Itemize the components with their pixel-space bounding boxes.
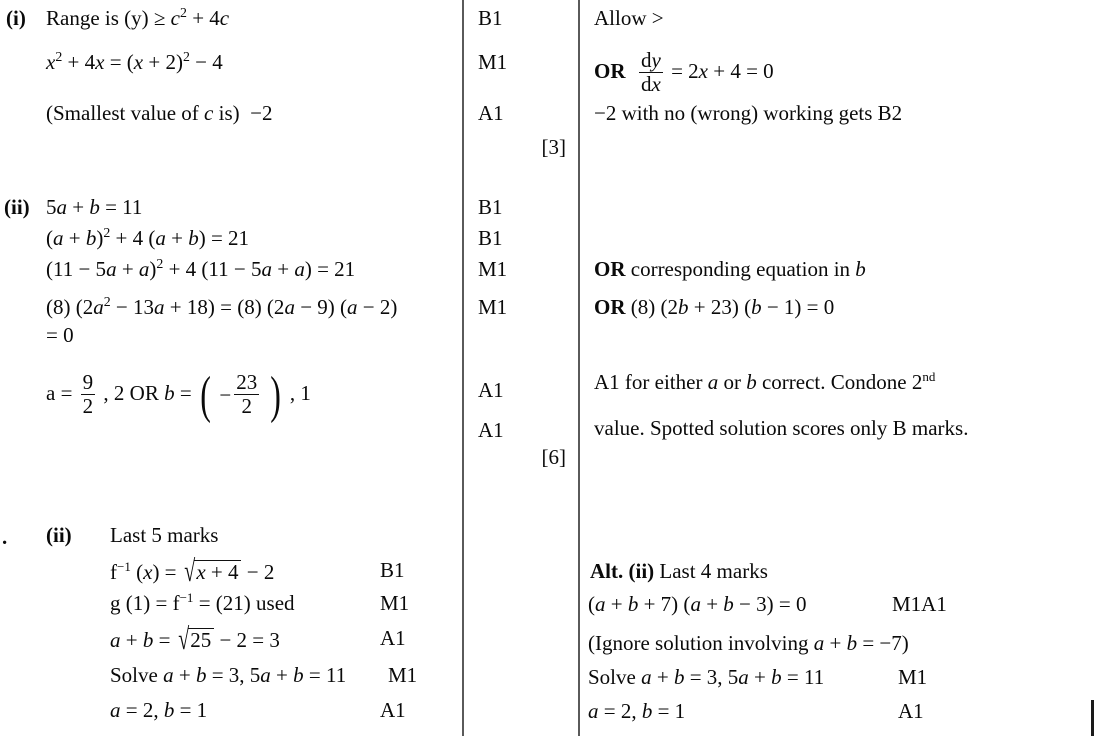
or-keyword-ii-2: OR <box>594 295 626 319</box>
mark-ii-2: B1 <box>478 226 503 250</box>
page-edge-mark <box>1091 700 1094 736</box>
answer-line-last-3: a + b = √25 − 2 = 3 <box>110 621 280 657</box>
inline-mark-alt-1: M1A1 <box>892 592 947 616</box>
answer-line-last-1: $f^{-1}$ (x) = √x + 4 − 2 <box>110 553 275 589</box>
note-i-2: OR $\frac{dy}{dx}$ = 2x + 4 = 0 <box>594 48 774 96</box>
inline-mark-alt-3: M1 <box>898 665 928 689</box>
total-marks-ii: [6] <box>541 445 566 469</box>
inline-mark-last-5: A1 <box>380 698 406 722</box>
mark-ii-3: M1 <box>478 257 508 281</box>
note-ii-1: OR corresponding equation in b <box>594 257 866 281</box>
mark-i-1: B1 <box>478 6 503 30</box>
answer-line-ii-3: $(11 - 5a + a)^2 + 4$ (11 − 5a + a) = 21 <box>46 256 356 281</box>
inline-mark-last-2: M1 <box>380 591 410 615</box>
answer-line-i-3: (Smallest value of c is) −2 <box>46 101 273 125</box>
part-label-ii-last: (ii) <box>46 523 72 547</box>
answer-line-ii-1: 5a + b = 11 <box>46 195 143 219</box>
mark-ii-6: A1 <box>478 418 504 442</box>
alt-line-2: (Ignore solution involving a + b = −7) <box>588 631 909 655</box>
answer-line-i-2: $x^2 + 4x = (x + 2)^2 - 4$ <box>46 49 223 74</box>
column-divider-left <box>462 0 464 736</box>
answer-line-ii-6: a = $\frac{9}{2}$ , 2 OR b = ( − $\frac{23}{2}$ ) , 1 <box>46 367 311 425</box>
sqrt-25: √25 <box>176 628 215 651</box>
column-divider-right <box>578 0 580 736</box>
part-label-ii: (ii) <box>4 195 30 219</box>
mark-ii-1: B1 <box>478 195 503 219</box>
inline-mark-last-3: A1 <box>380 626 406 650</box>
part-label-i: (i) <box>6 6 26 30</box>
note-i-3: −2 with no (wrong) working gets B2 <box>594 101 903 125</box>
answer-line-ii-4: (8) $(2a^2 - 13a + 18) = (8) (2a - 9) (a - 2)$ <box>46 294 398 319</box>
mark-ii-5: A1 <box>478 378 504 402</box>
inline-mark-alt-4: A1 <box>898 699 924 723</box>
answer-line-ii-2: $(a + b)^2 + 4$ (a + b) = 21 <box>46 225 250 250</box>
alt-line-1: (a + b + 7) (a + b − 3) = 0 <box>588 592 807 616</box>
question-number-marker: . <box>2 525 8 549</box>
sqrt-x-plus-4: √x + 4 <box>182 560 242 583</box>
fraction-twentythree-halves: $\frac{23}{2}$ <box>236 370 258 418</box>
note-i-1: Allow > <box>594 6 664 30</box>
note-ii-2: OR (8) (2b + 23) (b − 1) = 0 <box>594 295 835 319</box>
answer-line-ii-5: = 0 <box>46 323 74 347</box>
alt-heading-text: Last 4 marks <box>659 559 768 583</box>
alt-prefix: Alt. (ii) <box>590 559 655 583</box>
total-marks-i: [3] <box>541 135 566 159</box>
fraction-nine-halves: $\frac{9}{2}$ <box>82 370 94 418</box>
mark-ii-4: M1 <box>478 295 508 319</box>
alt-heading <box>590 561 768 582</box>
mark-i-3: A1 <box>478 101 504 125</box>
answer-line-i-1: Range is $(y) \ge c^2 + 4c$ <box>46 5 230 30</box>
note-ii-4: value. Spotted solution scores only B marks. <box>594 416 969 440</box>
answer-line-last-5: a = 2, b = 1 <box>110 698 208 722</box>
alt-line-4: a = 2, b = 1 <box>588 699 686 723</box>
alt-line-3: Solve a + b = 3, 5a + b = 11 <box>588 665 825 689</box>
or-keyword-ii-1: OR <box>594 257 626 281</box>
note-ii-3: A1 for either a or b correct. Condone 2nd <box>594 369 936 394</box>
derivative-fraction: $\frac{dy}{dx}$ <box>641 48 661 96</box>
answer-line-last-2: g $(1) = f^{-1} = (21)$ used <box>110 590 295 615</box>
inline-mark-last-4: M1 <box>388 663 418 687</box>
or-keyword-i: OR <box>594 58 626 83</box>
inline-mark-last-1: B1 <box>380 558 405 582</box>
heading-last-5-marks: Last 5 marks <box>110 523 219 547</box>
mark-i-2: M1 <box>478 50 508 74</box>
answer-line-last-4: Solve a + b = 3, 5a + b = 11 <box>110 663 347 687</box>
